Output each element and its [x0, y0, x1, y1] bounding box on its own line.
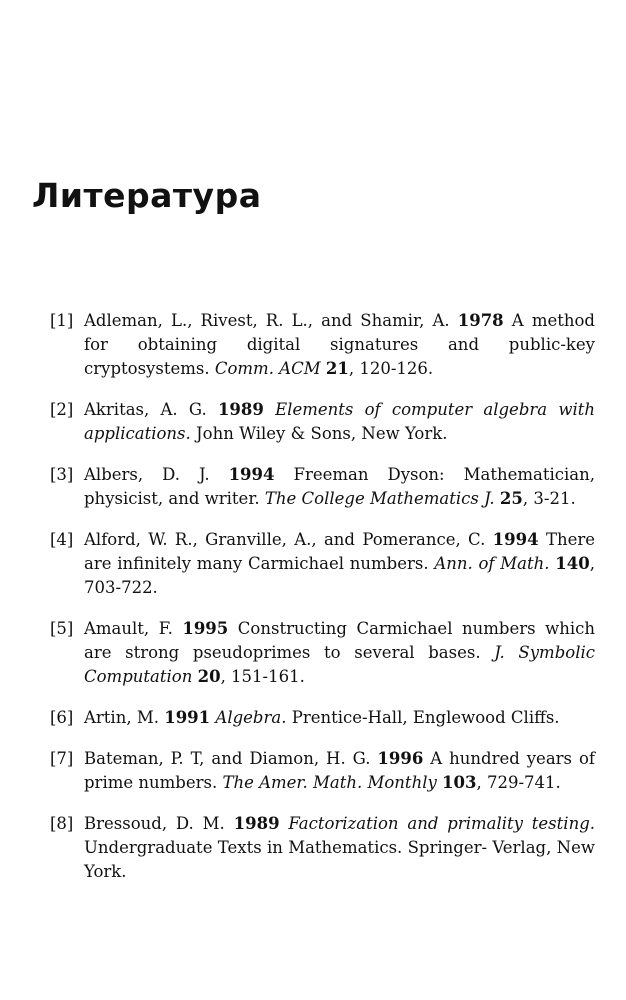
reference-bold-segment: 1995 — [182, 619, 229, 638]
reference-text-segment: John Wiley & Sons, New York. — [190, 424, 448, 443]
reference-number: [6] — [50, 708, 74, 727]
reference-text-segment: Prentice-Hall, Englewood Cliffs. — [286, 708, 560, 727]
reference-bold-segment: 1978 — [457, 311, 504, 330]
reference-bold-segment: 1989 — [233, 814, 280, 833]
reference-text — [84, 400, 595, 443]
reference-text-segment: Undergraduate Texts in Mathematics. Springer- Verlag, New York. — [84, 838, 595, 881]
reference-bold-segment: 1996 — [377, 749, 424, 768]
reference-item — [50, 528, 595, 600]
reference-item — [50, 617, 595, 689]
reference-text — [84, 708, 560, 727]
reference-bold-segment: 25 — [499, 489, 523, 508]
reference-number: [4] — [50, 530, 74, 549]
reference-text-segment: Albers, D. J. — [84, 465, 229, 484]
reference-item — [50, 309, 595, 381]
reference-text — [84, 619, 595, 686]
reference-text-segment: Artin, M. — [84, 708, 165, 727]
reference-italic-segment: J. Symbolic Computation — [84, 643, 595, 686]
reference-item — [50, 812, 595, 884]
reference-italic-segment: Ann. of Math. — [434, 554, 550, 573]
reference-bold-segment: 1991 — [164, 708, 211, 727]
reference-bold-segment: 20 — [197, 667, 221, 686]
reference-text-segment: Bressoud, D. M. — [84, 814, 234, 833]
reference-number: [1] — [50, 311, 74, 330]
reference-text-segment: Bateman, P. T, and Diamon, H. G. — [84, 749, 378, 768]
reference-italic-segment: The Amer. Math. Monthly — [222, 773, 437, 792]
reference-text-segment — [264, 400, 275, 419]
reference-bold-segment: 1994 — [228, 465, 275, 484]
chapter-title: Литература — [32, 176, 262, 215]
reference-text-segment: Amault, F. — [84, 619, 183, 638]
reference-text — [84, 749, 595, 792]
reference-number: [7] — [50, 749, 74, 768]
reference-number: [5] — [50, 619, 74, 638]
reference-text-segment: , 151-161. — [220, 667, 305, 686]
reference-italic-segment: The College Mathematics J. — [264, 489, 495, 508]
reference-text-segment: A method for obtaining digital signatures and public-key cryptosystems. — [84, 311, 595, 378]
reference-text-segment: , 3-21. — [522, 489, 576, 508]
reference-item — [50, 747, 595, 795]
reference-text — [84, 311, 595, 378]
reference-bold-segment: 103 — [442, 773, 477, 792]
reference-bold-segment: 140 — [555, 554, 590, 573]
reference-text-segment: A hundred years of prime numbers. — [84, 749, 595, 792]
reference-number: [2] — [50, 400, 74, 419]
reference-number: [8] — [50, 814, 74, 833]
reference-text — [84, 465, 595, 508]
reference-item — [50, 398, 595, 446]
reference-text-segment: Constructing Carmichael numbers which are strong pseudoprimes to several bases. — [84, 619, 595, 662]
reference-text-segment: Alford, W. R., Granville, A., and Pomerance, C. — [84, 530, 493, 549]
reference-text — [84, 814, 595, 881]
reference-text — [84, 530, 595, 597]
reference-text-segment: Adleman, L., Rivest, R. L., and Shamir, A. — [84, 311, 458, 330]
reference-text-segment: There are infinitely many Carmichael numbers. — [84, 530, 595, 573]
reference-italic-segment: Comm. ACM — [214, 359, 321, 378]
reference-italic-segment: Factorization and primality testing. — [288, 814, 595, 833]
reference-text-segment: , 703-722. — [84, 554, 595, 597]
reference-text-segment: Freeman Dyson: Mathematician, physicist, and writer. — [84, 465, 595, 508]
reference-italic-segment: Algebra. — [215, 708, 287, 727]
reference-italic-segment: Elements of computer algebra with applications. — [84, 400, 595, 443]
reference-item — [50, 463, 595, 511]
reference-bold-segment: 21 — [325, 359, 349, 378]
reference-text-segment: , 120-126. — [348, 359, 434, 378]
reference-bold-segment: 1989 — [217, 400, 264, 419]
reference-bold-segment: 1994 — [492, 530, 539, 549]
reference-text-segment: , 729-741. — [476, 773, 561, 792]
reference-number: [3] — [50, 465, 74, 484]
reference-list — [50, 309, 595, 901]
reference-text-segment: Akritas, A. G. — [84, 400, 218, 419]
reference-item — [50, 706, 595, 730]
